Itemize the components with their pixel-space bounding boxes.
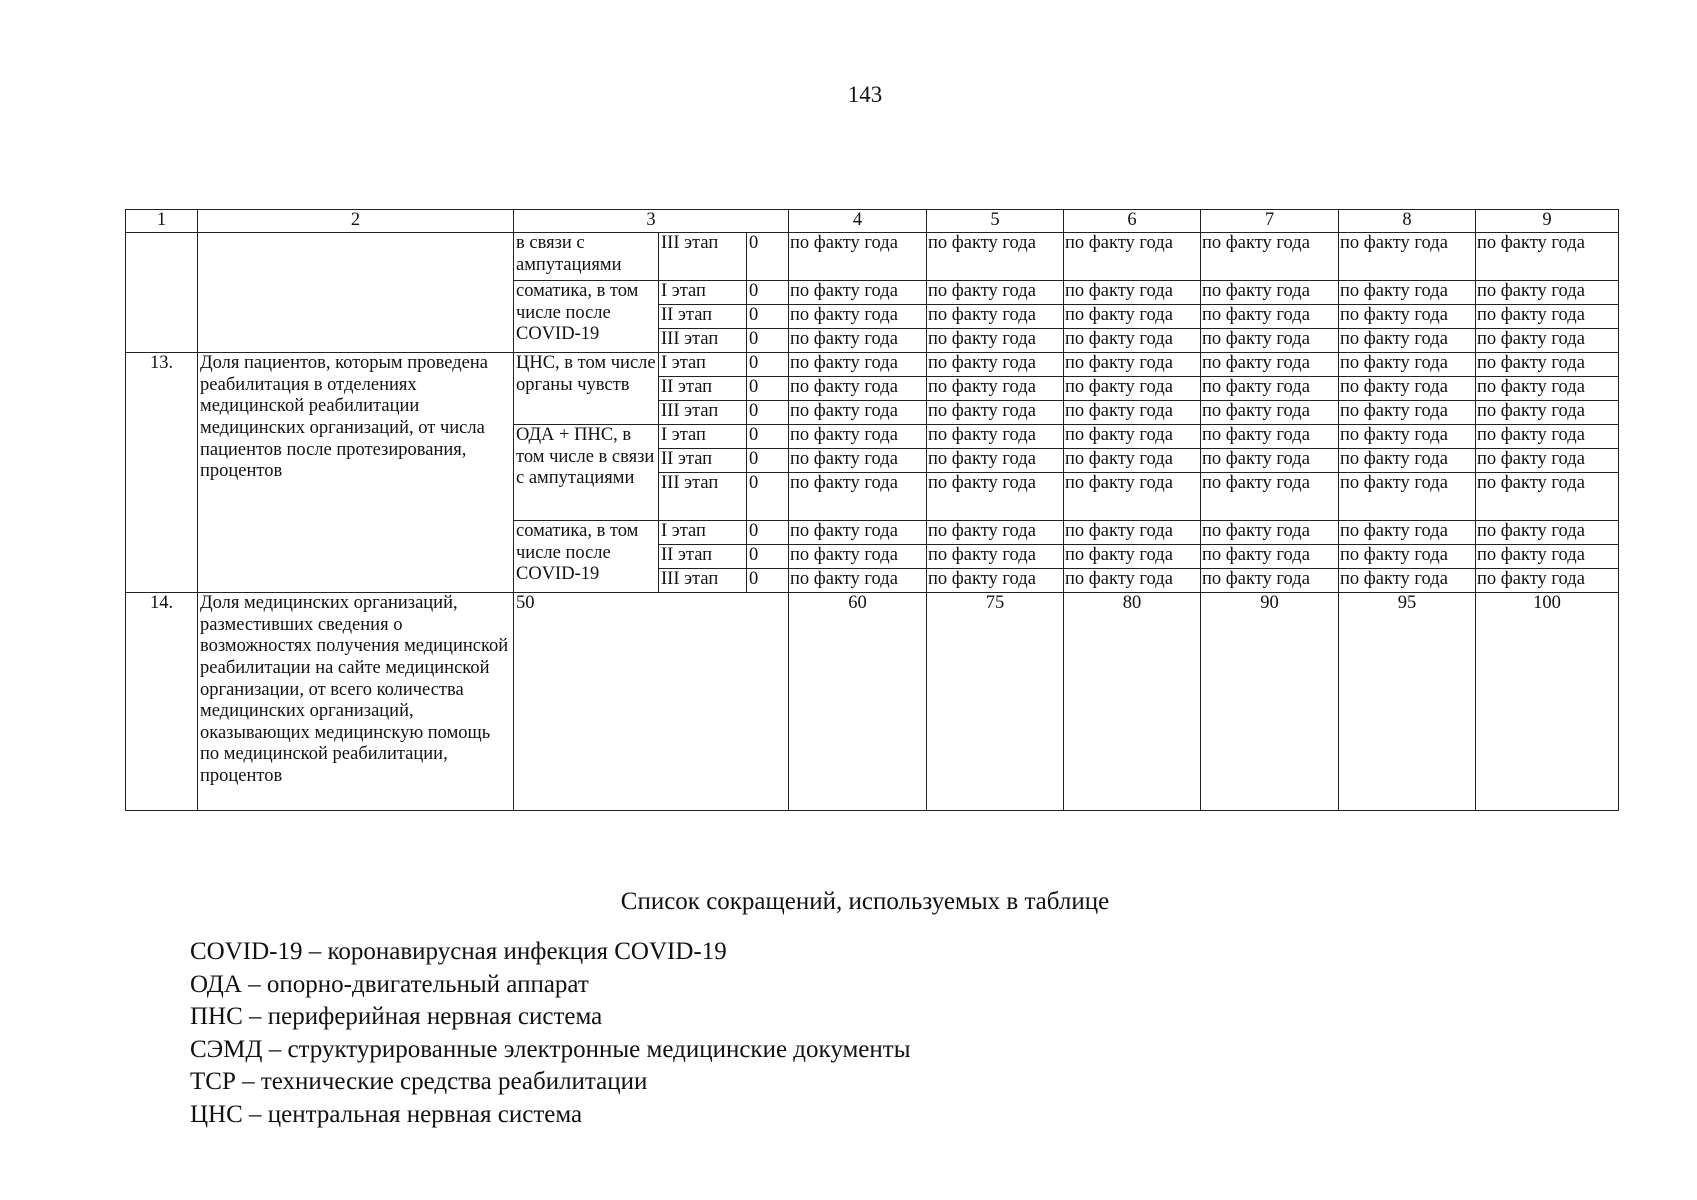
base-value-cell: 0 — [747, 305, 789, 329]
value-cell-5: по факту года — [927, 281, 1064, 305]
value-cell-4: по факту года — [789, 425, 927, 449]
column-header-3: 3 — [514, 210, 789, 233]
value-cell-5: по факту года — [927, 521, 1064, 545]
value-cell-4: по факту года — [789, 449, 927, 473]
row-number-cell: 14. — [126, 593, 198, 811]
abbreviations-list — [190, 936, 911, 1131]
stage-cell: I этап — [659, 353, 747, 377]
value-cell-7: по факту года — [1201, 353, 1339, 377]
table-row — [126, 353, 1619, 377]
value-cell-7: по факту года — [1201, 521, 1339, 545]
value-cell-5: по факту года — [927, 449, 1064, 473]
value-cell-6: по факту года — [1064, 473, 1201, 521]
base-value-cell: 0 — [747, 473, 789, 521]
column-header-4: 4 — [789, 210, 927, 233]
value-cell-7: по факту года — [1201, 449, 1339, 473]
value-cell-7: по факту года — [1201, 545, 1339, 569]
stage-cell: II этап — [659, 545, 747, 569]
value-cell-8: по факту года — [1339, 353, 1476, 377]
base-value-cell: 0 — [747, 521, 789, 545]
value-cell-4: по факту года — [789, 569, 927, 593]
value-cell-6: по факту года — [1064, 401, 1201, 425]
base-value-cell: 0 — [747, 353, 789, 377]
value-cell-5: по факту года — [927, 425, 1064, 449]
abbreviation-item: ТСР – технические средства реабилитации — [190, 1068, 648, 1095]
value-cell-6: по факту года — [1064, 233, 1201, 281]
value-cell-7: по факту года — [1201, 473, 1339, 521]
abbreviation-item: ОДА – опорно-двигательный аппарат — [190, 970, 589, 998]
value-cell-5: 75 — [927, 593, 1064, 811]
value-cell-5: по факту года — [927, 305, 1064, 329]
table-header-row — [126, 210, 1619, 233]
column-header-5: 5 — [927, 210, 1064, 233]
row-number-cell — [126, 233, 198, 353]
value-cell-6: по факту года — [1064, 281, 1201, 305]
value-cell-4: по факту года — [789, 281, 927, 305]
value-cell-4: по факту года — [789, 545, 927, 569]
value-cell-9: по факту года — [1476, 425, 1619, 449]
value-cell-9: 100 — [1476, 593, 1619, 811]
abbreviation-item: СЭМД – структурированные электронные медицинские документы — [190, 1035, 911, 1063]
abbreviations-title: Список сокращений, используемых в таблице — [620, 888, 1110, 915]
indicator-name-cell: Доля пациентов, которым проведена реабилитация в отделениях медицинской реабилитации медицинских организаций, от числа пациентов после протезирования, процентов — [198, 353, 514, 593]
indicator-name-cell: Доля медицинских организаций, разместивших сведения о возможностях получения медицинской реабилитации на сайте медицинской организации, от всего количества медицинских организаций, оказывающих медицинскую помощь по медицинской реабилитации, процентов — [198, 593, 514, 811]
abbreviation-item: COVID-19 – коронавирусная инфекция COVID-19 — [190, 938, 727, 965]
value-cell-8: по факту года — [1339, 329, 1476, 353]
value-cell-9: по факту года — [1476, 233, 1619, 281]
stage-cell: III этап — [659, 401, 747, 425]
group-cell: соматика, в том числе после COVID-19 — [514, 281, 659, 353]
base-value-cell: 0 — [747, 281, 789, 305]
value-cell-8: по факту года — [1339, 425, 1476, 449]
base-value-cell: 50 — [514, 593, 789, 811]
value-cell-7: по факту года — [1201, 569, 1339, 593]
base-value-cell: 0 — [747, 401, 789, 425]
value-cell-8: по факту года — [1339, 233, 1476, 281]
value-cell-9: по факту года — [1476, 377, 1619, 401]
base-value-cell: 0 — [747, 233, 789, 281]
abbreviation-item: ЦНС – центральная нервная система — [190, 1100, 583, 1128]
stage-cell: II этап — [659, 449, 747, 473]
value-cell-9: по факту года — [1476, 449, 1619, 473]
value-cell-7: по факту года — [1201, 305, 1339, 329]
group-cell: ОДА + ПНС, в том числе в связи с ампутациями — [514, 425, 659, 521]
value-cell-5: по факту года — [927, 329, 1064, 353]
stage-cell: III этап — [659, 569, 747, 593]
value-cell-9: по факту года — [1476, 473, 1619, 521]
group-cell: в связи с ампутациями — [514, 233, 659, 281]
value-cell-9: по факту года — [1476, 401, 1619, 425]
column-header-9: 9 — [1476, 210, 1619, 233]
value-cell-5: по факту года — [927, 233, 1064, 281]
column-header-1: 1 — [126, 210, 198, 233]
value-cell-5: по факту года — [927, 377, 1064, 401]
value-cell-5: по факту года — [927, 401, 1064, 425]
value-cell-9: по факту года — [1476, 329, 1619, 353]
base-value-cell: 0 — [747, 329, 789, 353]
value-cell-7: по факту года — [1201, 233, 1339, 281]
base-value-cell: 0 — [747, 545, 789, 569]
value-cell-8: по факту года — [1339, 449, 1476, 473]
value-cell-7: по факту года — [1201, 425, 1339, 449]
value-cell-9: по факту года — [1476, 305, 1619, 329]
stage-cell: I этап — [659, 281, 747, 305]
base-value-cell: 0 — [747, 425, 789, 449]
value-cell-6: по факту года — [1064, 425, 1201, 449]
value-cell-5: по факту года — [927, 569, 1064, 593]
value-cell-4: 60 — [789, 593, 927, 811]
stage-cell: III этап — [659, 233, 747, 281]
base-value-cell: 0 — [747, 569, 789, 593]
value-cell-9: по факту года — [1476, 521, 1619, 545]
column-header-6: 6 — [1064, 210, 1201, 233]
value-cell-6: 80 — [1064, 593, 1201, 811]
value-cell-7: по факту года — [1201, 281, 1339, 305]
group-cell: ЦНС, в том числе органы чувств — [514, 353, 659, 425]
column-header-8: 8 — [1339, 210, 1476, 233]
value-cell-4: по факту года — [789, 353, 927, 377]
value-cell-8: по факту года — [1339, 281, 1476, 305]
table-row — [126, 233, 1619, 281]
value-cell-6: по факту года — [1064, 545, 1201, 569]
value-cell-8: по факту года — [1339, 521, 1476, 545]
group-cell: соматика, в том числе после COVID-19 — [514, 521, 659, 593]
stage-cell: II этап — [659, 377, 747, 401]
value-cell-9: по факту года — [1476, 569, 1619, 593]
value-cell-8: по факту года — [1339, 569, 1476, 593]
value-cell-7: по факту года — [1201, 377, 1339, 401]
value-cell-6: по факту года — [1064, 305, 1201, 329]
column-header-7: 7 — [1201, 210, 1339, 233]
table-body — [126, 210, 1619, 811]
value-cell-6: по факту года — [1064, 353, 1201, 377]
value-cell-8: по факту года — [1339, 473, 1476, 521]
stage-cell: III этап — [659, 329, 747, 353]
value-cell-4: по факту года — [789, 521, 927, 545]
value-cell-4: по факту года — [789, 473, 927, 521]
value-cell-6: по факту года — [1064, 449, 1201, 473]
value-cell-8: по факту года — [1339, 377, 1476, 401]
abbreviation-item: ПНС – периферийная нервная система — [190, 1003, 603, 1030]
value-cell-6: по факту года — [1064, 377, 1201, 401]
value-cell-8: по факту года — [1339, 545, 1476, 569]
page-number: 143 — [847, 82, 883, 107]
value-cell-8: по факту года — [1339, 305, 1476, 329]
base-value-cell: 0 — [747, 377, 789, 401]
column-header-2: 2 — [198, 210, 514, 233]
table-row — [126, 593, 1619, 811]
value-cell-7: по факту года — [1201, 401, 1339, 425]
value-cell-9: по факту года — [1476, 281, 1619, 305]
stage-cell: II этап — [659, 305, 747, 329]
base-value-cell: 0 — [747, 449, 789, 473]
value-cell-8: по факту года — [1339, 401, 1476, 425]
row-number-cell: 13. — [126, 353, 198, 593]
value-cell-8: 95 — [1339, 593, 1476, 811]
stage-cell: III этап — [659, 473, 747, 521]
value-cell-9: по факту года — [1476, 353, 1619, 377]
value-cell-4: по факту года — [789, 401, 927, 425]
indicators-table — [125, 209, 1619, 811]
value-cell-7: по факту года — [1201, 329, 1339, 353]
value-cell-5: по факту года — [927, 473, 1064, 521]
value-cell-5: по факту года — [927, 353, 1064, 377]
stage-cell: I этап — [659, 521, 747, 545]
value-cell-9: по факту года — [1476, 545, 1619, 569]
value-cell-6: по факту года — [1064, 569, 1201, 593]
value-cell-6: по факту года — [1064, 329, 1201, 353]
value-cell-4: по факту года — [789, 233, 927, 281]
value-cell-4: по факту года — [789, 377, 927, 401]
value-cell-4: по факту года — [789, 305, 927, 329]
value-cell-4: по факту года — [789, 329, 927, 353]
indicator-name-cell — [198, 233, 514, 353]
value-cell-7: 90 — [1201, 593, 1339, 811]
value-cell-5: по факту года — [927, 545, 1064, 569]
stage-cell: I этап — [659, 425, 747, 449]
value-cell-6: по факту года — [1064, 521, 1201, 545]
